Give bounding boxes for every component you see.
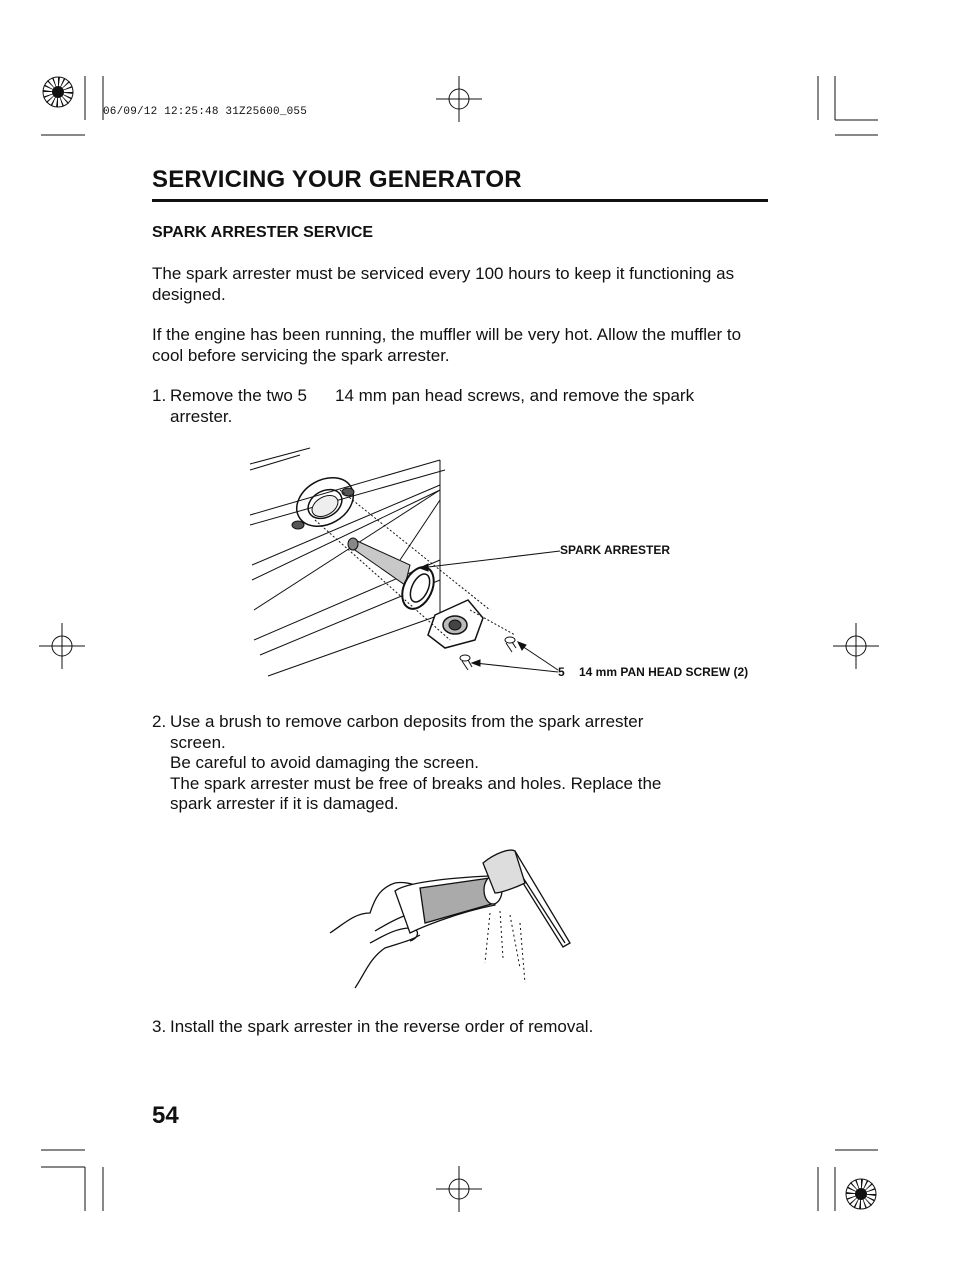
page-number: 54	[152, 1102, 179, 1129]
step-text: screen.	[170, 732, 226, 752]
callout-pan-head-screw: 14 mm PAN HEAD SCREW (2)	[579, 665, 749, 679]
callout-spark-arrester: SPARK ARRESTER	[560, 543, 671, 557]
crosshair-icon	[833, 623, 879, 669]
step-text: Remove the two 5	[170, 386, 308, 405]
heading-divider	[152, 199, 768, 202]
step-1	[152, 386, 777, 427]
step-2	[152, 712, 777, 815]
sunburst-target-icon	[845, 1178, 877, 1210]
subsection-title: SPARK ARRESTER SERVICE	[152, 224, 374, 241]
step-text: The spark arrester must be free of breaks and holes. Replace the	[170, 773, 662, 793]
step-number: 1.	[152, 386, 167, 405]
step-text: Install the spark arrester in the reverse order of removal.	[170, 1017, 594, 1036]
step-text: 14 mm pan head screws, and remove the spark	[335, 386, 695, 405]
print-stamp: 06/09/12 12:25:48 31Z25600_055	[103, 106, 308, 118]
crosshair-icon	[436, 1166, 482, 1212]
step-number: 3.	[152, 1017, 167, 1036]
step-number: 2.	[152, 712, 167, 731]
section-title: SERVICING YOUR GENERATOR	[152, 166, 522, 193]
callout-screw-size: 5	[558, 665, 565, 679]
step-3	[152, 1017, 777, 1038]
crosshair-icon	[39, 623, 85, 669]
warning-paragraph: If the engine has been running, the muffler will be very hot. Allow the muffler to cool before servicing the spark arrester.	[152, 325, 742, 365]
step-text: Use a brush to remove carbon deposits from the spark arrester	[170, 712, 644, 731]
step-text: Be careful to avoid damaging the screen.	[170, 753, 480, 772]
sunburst-target-icon	[42, 76, 74, 108]
step-text: arrester.	[170, 406, 233, 426]
step-text: spark arrester if it is damaged.	[170, 794, 399, 813]
brush-cleaning-illustration	[325, 843, 575, 993]
crosshair-icon	[436, 76, 482, 122]
intro-paragraph: The spark arrester must be serviced every 100 hours to keep it functioning as designed.	[152, 264, 735, 304]
spark-arrester-removal-illustration	[240, 440, 780, 690]
